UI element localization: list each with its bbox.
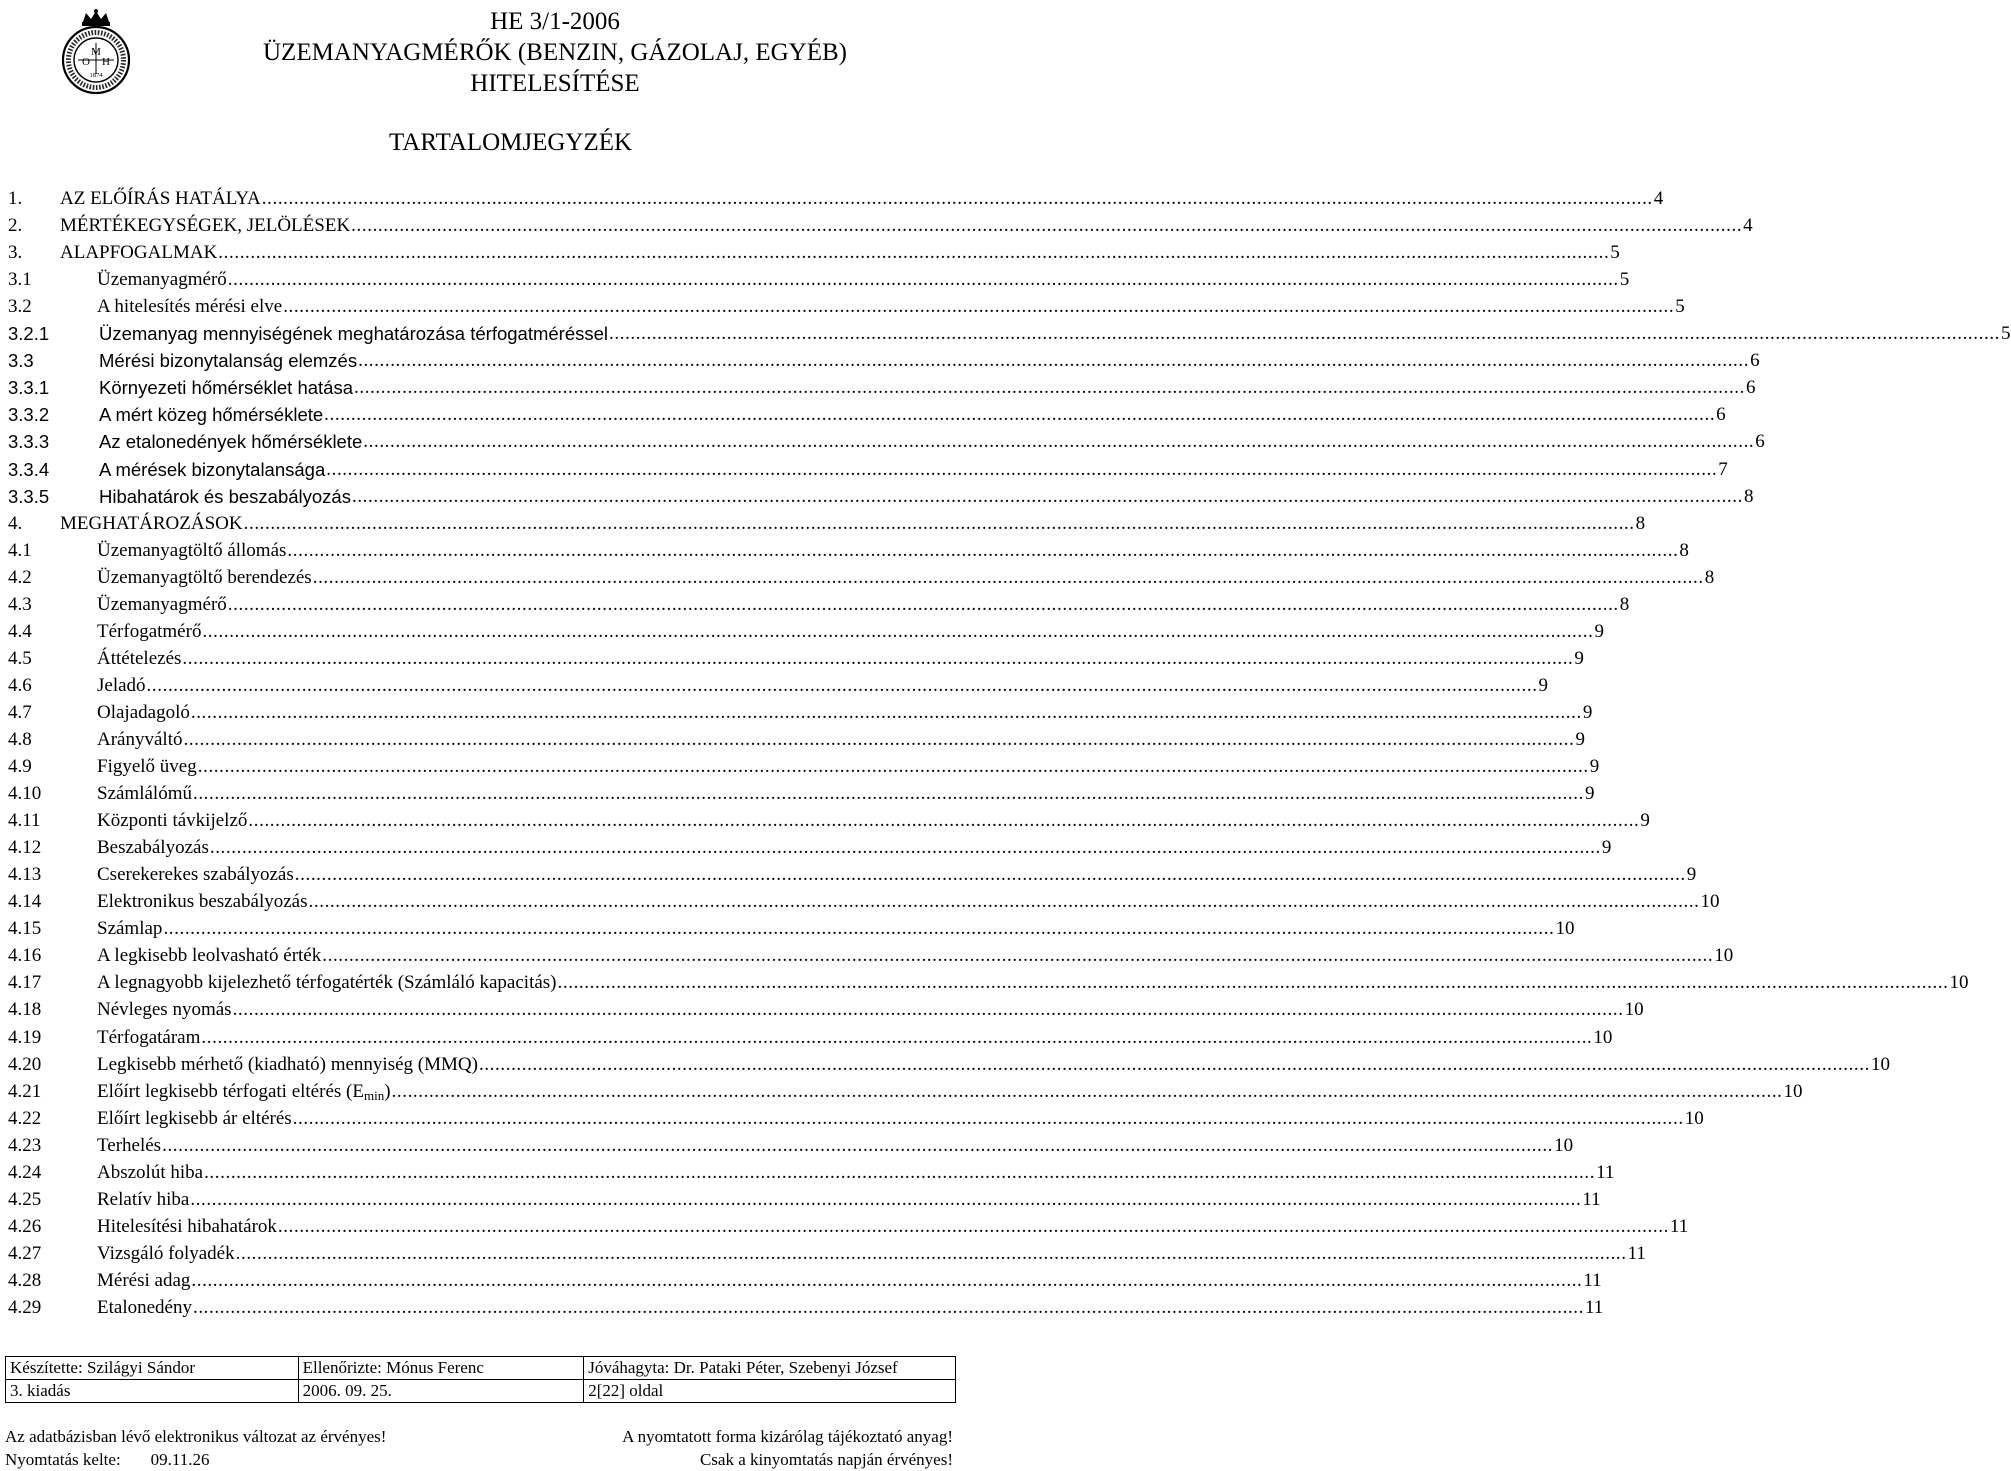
toc-entry-title-text: Térfogatmérő (97, 620, 202, 642)
toc-entry-page: 11 (1596, 1161, 1615, 1183)
toc-entry-title (97, 702, 190, 724)
toc-entry-title-text: Számlap (97, 918, 163, 940)
toc-entry[interactable] (8, 562, 1715, 589)
toc-entry[interactable] (8, 1238, 1646, 1265)
toc-dot-leader: .................................................................................................................................................................................................................................................................... (243, 512, 1635, 534)
toc-entry-page: 11 (1583, 1269, 1602, 1291)
toc-entry-page: 5 (1619, 269, 1630, 291)
toc-entry-number: 3.3.4 (8, 458, 50, 480)
toc-entry-title (97, 1081, 391, 1103)
toc-entry-number: 4.29 (8, 1296, 42, 1318)
toc-entry-number: 4.7 (8, 701, 32, 723)
toc-entry-title-text: Relatív hiba (97, 1188, 190, 1210)
toc-dot-leader: .................................................................................................................................................................................................................................................................... (292, 1107, 1684, 1129)
toc-entry-title (97, 1162, 203, 1184)
toc-entry[interactable] (8, 535, 1689, 562)
toc-entry-title (97, 296, 282, 318)
toc-entry[interactable] (8, 1265, 1602, 1292)
toc-entry-title (97, 1054, 478, 1076)
toc-entry-number: 4.14 (8, 891, 42, 913)
toc-dot-leader: .................................................................................................................................................................................................................................................................... (557, 972, 1949, 994)
toc-entry-title-text: Üzemanyag mennyiségének meghatározása térfogatméréssel (99, 323, 609, 345)
document-title-line2: HITELESÍTÉSE (470, 70, 640, 97)
toc-entry-title (60, 242, 217, 264)
toc-dot-leader: .................................................................................................................................................................................................................................................................... (326, 458, 1718, 480)
toc-entry[interactable] (8, 1049, 1890, 1076)
toc-entry-title (97, 810, 247, 832)
toc-entry-page: 9 (1601, 837, 1612, 859)
toc-entry-number: 4.12 (8, 837, 42, 859)
print-date-value: 09.11.26 (150, 1450, 210, 1469)
footer-note-valid-electronic: Az adatbázisban lévő elektronikus változat az érvényes! (5, 1427, 387, 1446)
toc-dot-leader: .................................................................................................................................................................................................................................................................... (190, 701, 1582, 723)
toc-entry[interactable] (8, 805, 1650, 832)
toc-dot-leader: .................................................................................................................................................................................................................................................................... (322, 945, 1714, 967)
toc-entry-title-text: Arányváltó (97, 728, 183, 750)
toc-dot-leader: .................................................................................................................................................................................................................................................................... (287, 539, 1679, 561)
toc-entry-title-text: Mérési adag (97, 1269, 191, 1291)
toc-entry-number: 4.9 (8, 756, 32, 778)
toc-entry-title (97, 756, 197, 778)
toc-dot-leader: .................................................................................................................................................................................................................................................................... (277, 1215, 1669, 1237)
toc-entry-number: 4.2 (8, 566, 32, 588)
toc-entry-page: 9 (1589, 756, 1600, 778)
toc-dot-leader: .................................................................................................................................................................................................................................................................... (308, 891, 1700, 913)
toc-entry-title (97, 567, 312, 589)
toc-entry[interactable] (8, 1130, 1574, 1157)
toc-entry-title-text: Előírt legkisebb ár eltérés (97, 1107, 292, 1129)
toc-entry-page: 9 (1594, 620, 1604, 642)
toc-entry-title (60, 188, 261, 210)
logo-letter-o: O (82, 56, 90, 68)
toc-entry-title-text: Elektronikus beszabályozás (97, 891, 308, 913)
toc-entry-number: 4.5 (8, 647, 32, 669)
logo-year: 1874 (89, 72, 103, 79)
toc-entry-title (97, 675, 146, 697)
toc-entry-title (97, 1027, 200, 1049)
toc-entry-title (99, 377, 353, 399)
toc-entry-number: 4.21 (8, 1080, 42, 1102)
toc-entry-title-text: Figyelő üveg (97, 756, 197, 778)
toc-entry-title-text: A hitelesítés mérési elve (97, 296, 283, 318)
footer-print-date (5, 1450, 210, 1470)
page-info: 2[22] oldal (584, 1380, 956, 1403)
toc-entry-title (97, 269, 227, 291)
toc-entry-number: 4.25 (8, 1188, 42, 1210)
toc-entry-title-text: Etalonedény (97, 1296, 192, 1318)
toc-entry[interactable] (8, 994, 1644, 1021)
toc-entry-title (60, 513, 243, 535)
toc-entry-title (97, 972, 557, 994)
toc-entry-title-text: Mérési bizonytalanság elemzés (99, 350, 358, 372)
toc-entry-title (99, 459, 325, 481)
toc-entry-page: 6 (1750, 350, 1760, 372)
toc-entry-title-text: Terhelés (97, 1134, 162, 1156)
toc-entry-title-text: Üzemanyagmérő (97, 593, 227, 615)
toc-entry-title (97, 837, 209, 859)
toc-entry-page: 6 (1716, 404, 1726, 426)
toc-entry-number: 3.3.3 (8, 431, 50, 453)
toc-entry-title-text: Legkisebb mérhető (kiadható) mennyiség (MMQ) (97, 1053, 478, 1075)
toc-entry-title-text: A mérések bizonytalansága (99, 458, 326, 480)
toc-entry-title-text: Üzemanyagmérő (97, 269, 227, 291)
toc-dot-leader: .................................................................................................................................................................................................................................................................... (183, 728, 1575, 750)
toc-entry-title-text: Cserekerekes szabályozás (97, 864, 294, 886)
toc-entry-page: 9 (1538, 674, 1549, 696)
toc-entry-page: 8 (1619, 593, 1630, 615)
toc-entry[interactable] (8, 210, 1753, 237)
toc-entry-number: 3.2.1 (8, 323, 50, 345)
toc-dot-leader: .................................................................................................................................................................................................................................................................... (227, 593, 1619, 615)
toc-entry-title-text: MEGHATÁROZÁSOK (60, 512, 243, 534)
toc-entry-title-text: Környezeti hőmérséklet hatása (99, 377, 353, 399)
toc-entry-title-text: ALAPFOGALMAK (60, 242, 218, 264)
toc-entry[interactable] (8, 589, 1630, 616)
toc-entry-number: 4.13 (8, 864, 42, 886)
toc-entry[interactable] (8, 1157, 1615, 1184)
toc-dot-leader: .................................................................................................................................................................................................................................................................... (192, 783, 1584, 805)
toc-entry-title (97, 1189, 189, 1211)
toc-entry[interactable] (8, 1292, 1604, 1319)
toc-entry[interactable] (8, 859, 1697, 886)
toc-entry-page: 11 (1584, 1296, 1604, 1318)
toc-entry-title (97, 1297, 192, 1319)
toc-entry-number: 4.22 (8, 1107, 42, 1129)
toc-dot-leader: .................................................................................................................................................................................................................................................................... (283, 296, 1675, 318)
toc-entry-title (97, 864, 294, 886)
toc-dot-leader: .................................................................................................................................................................................................................................................................... (248, 810, 1640, 832)
toc-entry-page: 11 (1627, 1242, 1646, 1264)
toc-entry-title-text: Üzemanyagtöltő állomás (97, 539, 287, 561)
toc-entry-number: 3.3.1 (8, 377, 50, 399)
toc-entry[interactable] (8, 616, 1604, 643)
toc-entry[interactable] (8, 399, 1726, 426)
toc-entry-title (97, 729, 182, 751)
toc-entry-page: 8 (1743, 485, 1754, 507)
toc-entry-number: 4.3 (8, 593, 32, 615)
toc-entry-number: 4.8 (8, 728, 32, 750)
logo-letter-h: H (102, 56, 110, 68)
toc-entry-title (60, 215, 350, 237)
toc-entry[interactable] (8, 237, 1620, 264)
toc-entry-page: 9 (1686, 864, 1697, 886)
toc-entry-page: 6 (1746, 377, 1756, 399)
toc-entry[interactable] (8, 318, 2011, 345)
toc-entry-number: 4.17 (8, 972, 42, 994)
table-of-contents (8, 183, 2011, 1319)
toc-entry[interactable] (8, 751, 1600, 778)
toc-dot-leader: .................................................................................................................................................................................................................................................................... (609, 323, 2001, 345)
toc-entry-page: 8 (1635, 512, 1646, 534)
toc-entry-number: 4.15 (8, 918, 42, 940)
toc-entry-number: 4.28 (8, 1269, 42, 1291)
toc-entry-title (99, 404, 323, 426)
toc-entry-title-text: Vizsgáló folyadék (97, 1242, 235, 1264)
toc-dot-leader: .................................................................................................................................................................................................................................................................... (163, 918, 1555, 940)
toc-entry-title-text: Hibahatárok és beszabályozás (99, 485, 351, 507)
toc-entry-page: 9 (1574, 647, 1584, 669)
toc-entry-number: 4. (8, 512, 23, 534)
toc-entry-title (97, 918, 162, 940)
toc-entry-number: 1. (8, 188, 23, 210)
toc-entry-title (97, 999, 232, 1021)
toc-entry-title-suffix: ) (384, 1080, 391, 1102)
toc-entry-title-text: MÉRTÉKEGYSÉGEK, JELÖLÉSEK (60, 215, 351, 237)
toc-entry-title-text: Beszabályozás (97, 837, 209, 859)
print-date-label: Nyomtatás kelte: (5, 1450, 121, 1469)
toc-entry-title-text: Üzemanyagtöltő berendezés (97, 566, 312, 588)
toc-dot-leader: .................................................................................................................................................................................................................................................................... (202, 620, 1594, 642)
toc-entry[interactable] (8, 778, 1595, 805)
toc-entry[interactable] (8, 426, 1765, 453)
toc-entry-page: 6 (1755, 431, 1765, 453)
toc-entry-page: 5 (2001, 323, 2011, 345)
toc-dot-leader: .................................................................................................................................................................................................................................................................... (351, 215, 1743, 237)
toc-entry[interactable] (8, 886, 1720, 913)
toc-entry-number: 3.2 (8, 296, 32, 318)
toc-entry-number: 2. (8, 215, 23, 237)
toc-entry-page: 5 (1610, 242, 1620, 264)
toc-entry-page: 11 (1669, 1215, 1689, 1237)
toc-entry[interactable] (8, 832, 1612, 859)
toc-dot-leader: .................................................................................................................................................................................................................................................................... (354, 377, 1745, 399)
toc-entry-number: 3. (8, 242, 23, 264)
toc-entry-page: 10 (1624, 999, 1644, 1021)
approval-row (6, 1357, 956, 1380)
toc-entry[interactable] (8, 1076, 1803, 1103)
toc-entry-title (97, 783, 192, 805)
toc-entry[interactable] (8, 291, 1685, 318)
toc-entry-title (97, 945, 321, 967)
toc-entry-title (97, 621, 201, 643)
footer-note-validity: Csak a kinyomtatás napján érvényes! (699, 1450, 953, 1469)
toc-entry-page: 10 (1684, 1107, 1704, 1129)
toc-entry-number: 4.6 (8, 674, 32, 696)
document-code: HE 3/1-2006 (490, 8, 620, 35)
edition-date: 2006. 09. 25. (298, 1380, 584, 1403)
toc-entry-title (99, 486, 351, 508)
toc-entry-number: 3.3.2 (8, 404, 50, 426)
toc-entry-title-text: A legkisebb leolvasható érték (97, 945, 322, 967)
toc-entry-number: 4.24 (8, 1161, 42, 1183)
toc-entry[interactable] (8, 1184, 1601, 1211)
toc-entry-title-text: A mért közeg hőmérséklete (99, 404, 324, 426)
toc-entry-number: 3.3 (8, 350, 34, 372)
toc-entry-title-text: Térfogatáram (97, 1026, 201, 1048)
toc-entry-number: 3.3.5 (8, 485, 50, 507)
toc-entry[interactable] (8, 481, 1754, 508)
toc-dot-leader: .................................................................................................................................................................................................................................................................... (182, 647, 1574, 669)
document-title-line1: ÜZEMANYAGMÉRŐK (BENZIN, GÁZOLAJ, EGYÉB) (263, 39, 847, 66)
toc-entry-page: 10 (1593, 1026, 1613, 1048)
edition-row (6, 1380, 956, 1403)
toc-entry[interactable] (8, 508, 1646, 535)
bkmh-seal-logo-icon (56, 8, 136, 96)
toc-entry[interactable] (8, 940, 1734, 967)
toc-entry[interactable] (8, 697, 1593, 724)
toc-dot-leader: .................................................................................................................................................................................................................................................................... (478, 1053, 1870, 1075)
toc-entry-page: 9 (1584, 783, 1595, 805)
toc-entry-title (97, 1108, 292, 1130)
toc-entry-title (99, 431, 362, 453)
toc-entry-page: 10 (1783, 1080, 1803, 1102)
toc-entry[interactable] (8, 345, 1760, 372)
toc-entry-title-text: Központi távkijelző (97, 810, 248, 832)
toc-entry-title (99, 323, 608, 345)
toc-entry-title (97, 540, 286, 562)
edition: 3. kiadás (6, 1380, 299, 1403)
toc-dot-leader: .................................................................................................................................................................................................................................................................... (190, 1188, 1582, 1210)
toc-entry-title-text: A legnagyobb kijelezhető térfogatérték (Számláló kapacitás) (97, 972, 557, 994)
toc-entry[interactable] (8, 1103, 1704, 1130)
toc-entry[interactable] (8, 264, 1630, 291)
toc-entry-title (99, 350, 357, 372)
toc-entry-title-text: Számlálómű (97, 783, 192, 805)
toc-entry-page: 9 (1640, 810, 1650, 832)
toc-dot-leader: .................................................................................................................................................................................................................................................................... (358, 350, 1750, 372)
toc-dot-leader: .................................................................................................................................................................................................................................................................... (209, 837, 1601, 859)
toc-entry-title-text: Hitelesítési hibahatárok (97, 1215, 277, 1237)
toc-entry-title (97, 1243, 235, 1265)
toc-entry-title (97, 1216, 277, 1238)
toc-entry-title (97, 594, 227, 616)
toc-entry-page: 9 (1575, 728, 1585, 750)
toc-entry[interactable] (8, 643, 1584, 670)
toc-entry[interactable] (8, 724, 1585, 751)
toc-entry-title (97, 891, 308, 913)
toc-entry[interactable] (8, 1211, 1689, 1238)
toc-dot-leader: .................................................................................................................................................................................................................................................................... (204, 1161, 1596, 1183)
toc-entry-page: 11 (1582, 1188, 1601, 1210)
toc-entry-title-text: Olajadagoló (97, 701, 190, 723)
toc-entry-page: 10 (1870, 1053, 1890, 1075)
toc-entry-number: 4.26 (8, 1215, 42, 1237)
toc-dot-leader: .................................................................................................................................................................................................................................................................... (324, 404, 1716, 426)
checked-by: Ellenőrizte: Mónus Ferenc (298, 1357, 584, 1380)
toc-entry[interactable] (8, 453, 1728, 480)
toc-entry-number: 4.16 (8, 945, 42, 967)
toc-entry-number: 4.4 (8, 620, 32, 642)
toc-entry-number: 4.1 (8, 539, 32, 561)
toc-entry-title-text: Áttételezés (97, 647, 182, 669)
toc-entry-title (97, 648, 181, 670)
logo-letter-m: M (91, 46, 101, 58)
toc-dot-leader: .................................................................................................................................................................................................................................................................... (232, 999, 1624, 1021)
toc-entry-page: 10 (1714, 945, 1734, 967)
toc-entry[interactable] (8, 670, 1549, 697)
toc-entry-page: 5 (1675, 296, 1685, 318)
toc-entry-title-text: Abszolút hiba (97, 1161, 204, 1183)
toc-dot-leader: .................................................................................................................................................................................................................................................................... (192, 1296, 1584, 1318)
toc-entry[interactable] (8, 372, 1756, 399)
toc-dot-leader: .................................................................................................................................................................................................................................................................... (261, 188, 1653, 210)
toc-entry-title-text: Névleges nyomás (97, 999, 232, 1021)
toc-entry-page: 8 (1679, 539, 1689, 561)
approved-by: Jóváhagyta: Dr. Pataki Péter, Szebenyi József (584, 1357, 956, 1380)
toc-entry-page: 10 (1554, 1134, 1574, 1156)
document-header (150, 6, 960, 99)
toc-entry-number: 4.10 (8, 783, 42, 805)
toc-heading: TARTALOMJEGYZÉK (389, 129, 633, 156)
toc-dot-leader: .................................................................................................................................................................................................................................................................... (227, 269, 1619, 291)
toc-entry-page: 10 (1700, 891, 1720, 913)
toc-entry-title (97, 1135, 161, 1157)
toc-entry[interactable] (8, 967, 1969, 994)
toc-entry-number: 4.18 (8, 999, 42, 1021)
toc-entry[interactable] (8, 1021, 1613, 1048)
toc-dot-leader: .................................................................................................................................................................................................................................................................... (191, 1269, 1583, 1291)
toc-entry-page: 8 (1704, 566, 1715, 588)
toc-dot-leader: .................................................................................................................................................................................................................................................................... (218, 242, 1610, 264)
toc-dot-leader: .................................................................................................................................................................................................................................................................... (146, 674, 1538, 696)
toc-entry-number: 4.19 (8, 1026, 42, 1048)
toc-dot-leader: .................................................................................................................................................................................................................................................................... (235, 1242, 1627, 1264)
prepared-by: Készítette: Szilágyi Sándor (6, 1357, 299, 1380)
toc-entry-title (97, 1270, 190, 1292)
toc-dot-leader: .................................................................................................................................................................................................................................................................... (294, 864, 1686, 886)
toc-entry-title-text: AZ ELŐÍRÁS HATÁLYA (60, 188, 261, 210)
toc-entry-number: 3.1 (8, 269, 32, 291)
toc-entry-title-text: Előírt legkisebb térfogati eltérés (E (97, 1080, 364, 1102)
approval-table (5, 1356, 956, 1403)
toc-dot-leader: .................................................................................................................................................................................................................................................................... (162, 1134, 1554, 1156)
toc-entry-number: 4.20 (8, 1053, 42, 1075)
toc-dot-leader: .................................................................................................................................................................................................................................................................... (201, 1026, 1593, 1048)
toc-entry-page: 7 (1718, 458, 1728, 480)
toc-entry-page: 4 (1743, 215, 1753, 237)
toc-entry-page: 10 (1949, 972, 1969, 994)
toc-dot-leader: .................................................................................................................................................................................................................................................................... (351, 485, 1743, 507)
toc-entry-number: 4.11 (8, 810, 41, 832)
toc-entry[interactable] (8, 183, 1664, 210)
toc-entry-title-subscript: min (363, 1087, 385, 1103)
toc-entry-number: 4.27 (8, 1242, 42, 1264)
toc-entry-title-text: Az etalonedények hőmérséklete (99, 431, 363, 453)
toc-entry-page: 4 (1653, 188, 1664, 210)
toc-entry-page: 10 (1555, 918, 1575, 940)
footer-note-informative: A nyomtatott forma kizárólag tájékoztató anyag! (622, 1427, 953, 1446)
toc-dot-leader: .................................................................................................................................................................................................................................................................... (363, 431, 1755, 453)
toc-dot-leader: .................................................................................................................................................................................................................................................................... (197, 756, 1589, 778)
toc-entry-title-text: Jeladó (97, 674, 146, 696)
toc-dot-leader: .................................................................................................................................................................................................................................................................... (391, 1080, 1783, 1102)
toc-entry-page: 9 (1582, 701, 1593, 723)
toc-dot-leader: .................................................................................................................................................................................................................................................................... (312, 566, 1704, 588)
toc-entry-number: 4.23 (8, 1134, 42, 1156)
toc-entry[interactable] (8, 913, 1575, 940)
